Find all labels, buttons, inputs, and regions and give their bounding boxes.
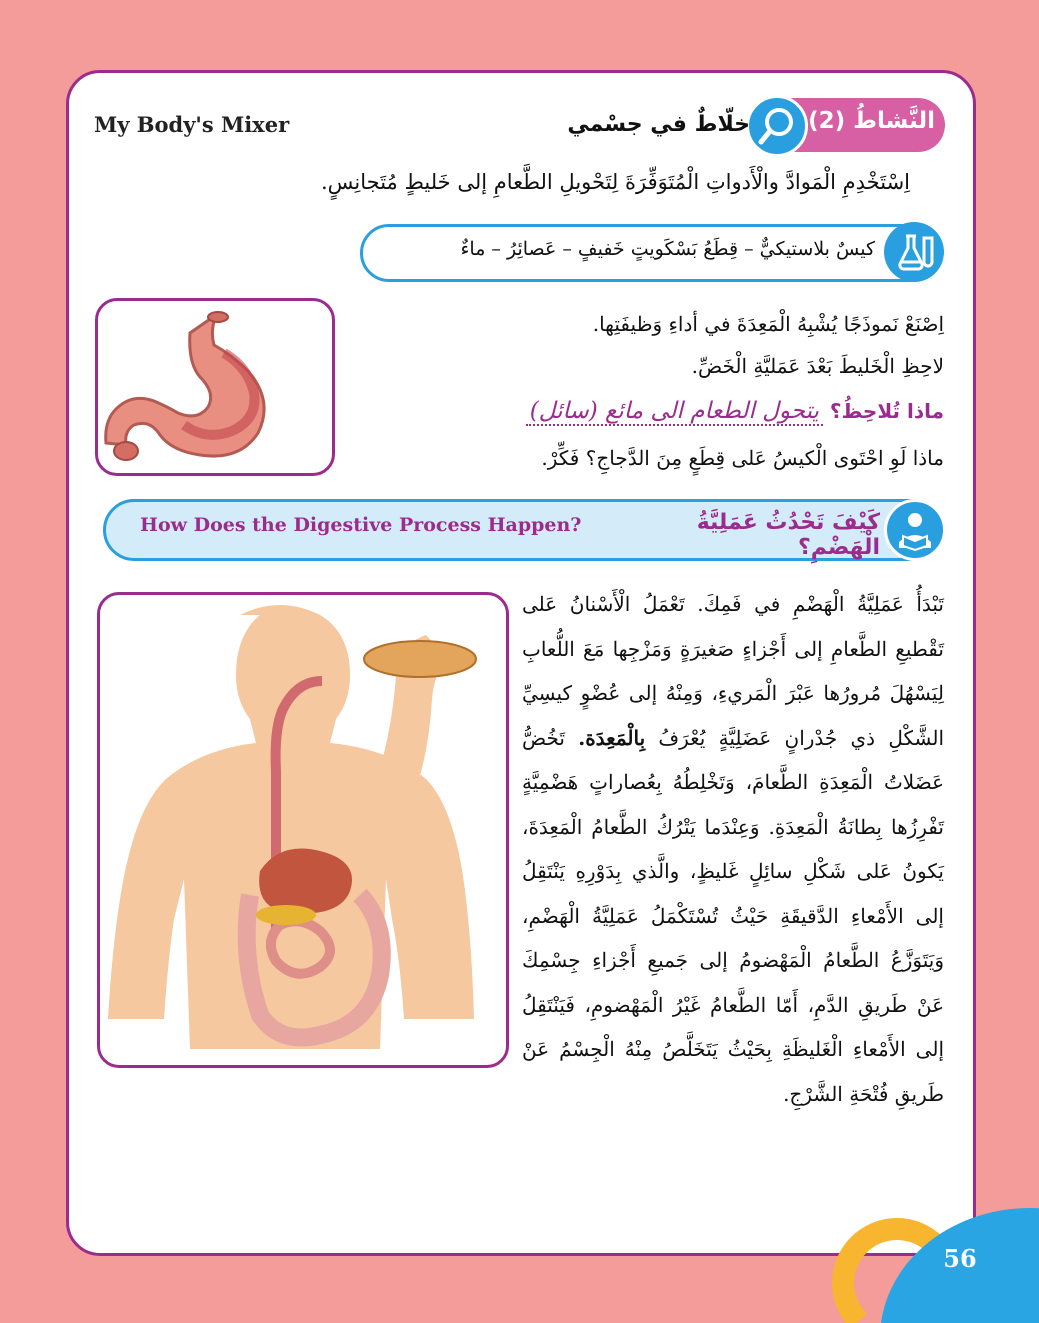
reader-icon <box>884 499 946 561</box>
paragraph-part-1: تَبْدَأُ عَمَلِيَّةُ الْهَضْمِ في فَمِكَ. تَعْمَلُ الْأَسْنانُ عَلى تَقْطيعِ الطَّعامِ إلى أَجْزاءٍ صَغيرَةٍ وَمَزْجِها مَعَ اللُّعابِ لِيَسْهُلَ مُرورُها عَبْرَ الْمَريءِ، وَمِنْهُ إلى عُضْوٍ كيسِيِّ الشَّكْلِ ذي جُدْرانٍ عَضَلِيَّةٍ يُعْرَفُ <box>522 592 945 750</box>
activity-label: النَّشاطُ (2) <box>808 108 935 134</box>
step-observe: لاحِظِ الْخَليطَ بَعْدَ عَمَليَّةِ الْخَضِّ. <box>691 354 944 378</box>
magnifier-icon <box>746 95 808 157</box>
page-number: 56 <box>943 1244 977 1273</box>
paragraph-part-2: تَخُضُّ عَضَلاتُ الْمَعِدَةِ الطَّعامَ، وَتَخْلِطُهُ بِعُصاراتٍ هَضْمِيَّةٍ تَفْرِزُها بِطانَةُ الْمَعِدَةِ. وَعِنْدَما يَتْرُكُ الطَّعامُ الْمَعِدَةَ، يَكونُ عَلى شَكْلِ سائِلٍ غَليظٍ، والَّذي بِدَوْرِهِ يَنْتَقِلُ إلى الأَمْعاءِ الدَّقيقَةِ حَيْثُ تُسْتَكْمَلُ عَمَلِيَّةُ الْهَضْمِ، وَيَتَوَزَّعُ الطَّعامُ الْمَهْضومُ إلى جَميعِ أَجْزاءِ جِسْمِكَ عَنْ طَريقِ الدَّمِ، أَمّا الطَّعامُ غَيْرُ الْمَهْضومِ، فَيَنْتَقِلُ إلى الأَمْعاءِ الْغَليظَةِ بِحَيْثُ يَتَخَلَّصُ مِنْهُ الْجِسْمُ عَنْ طَريقِ فُتْحَةِ الشَّرْجِ. <box>522 725 944 1106</box>
flask-icon <box>884 222 944 282</box>
stomach-term: بِالْمَعِدَة. <box>578 725 646 750</box>
handwritten-answer: يتحول الطعام الى مائع (سائل) <box>526 398 823 426</box>
question-label: ماذا تُلاحِظُ؟ <box>829 399 944 423</box>
materials-list: كيسٌ بلاستيكيٌّ – قِطَعُ بَسْكَويتٍ خَفيفٍ – عَصائِرُ – ماءٌ <box>460 238 875 260</box>
english-title: My Body's Mixer <box>94 112 290 137</box>
activity-title: خلّاطٌ في جسْمي <box>567 112 750 137</box>
digestive-system-illustration <box>97 592 509 1068</box>
step-make-model: اِصْنَعْ نَموذَجًا يُشْبِهُ الْمَعِدَةَ في أداءِ وَظيفَتِها. <box>592 312 944 336</box>
stomach-illustration <box>95 298 335 476</box>
question-line <box>344 398 944 424</box>
digestion-paragraph <box>522 582 944 1116</box>
step-think: ماذا لَوِ احْتَوى الْكيسُ عَلى قِطَعٍ مِنَ الدَّجاجِ؟ فَكِّرْ. <box>541 446 944 470</box>
intro-instruction: اِسْتَخْدِمِ الْمَوادَّ والْأَدواتِ الْمُتَوَفِّرَةَ لِتَحْويلِ الطَّعامِ إلى خَليطٍ مُتَجانِسٍ. <box>320 170 910 194</box>
section-title-english: How Does the Digestive Process Happen? <box>140 514 582 536</box>
section-title-arabic: كَيْفَ تَحْدُثُ عَمَلِيَّةُ الْهَضْمِ؟ <box>696 510 880 560</box>
